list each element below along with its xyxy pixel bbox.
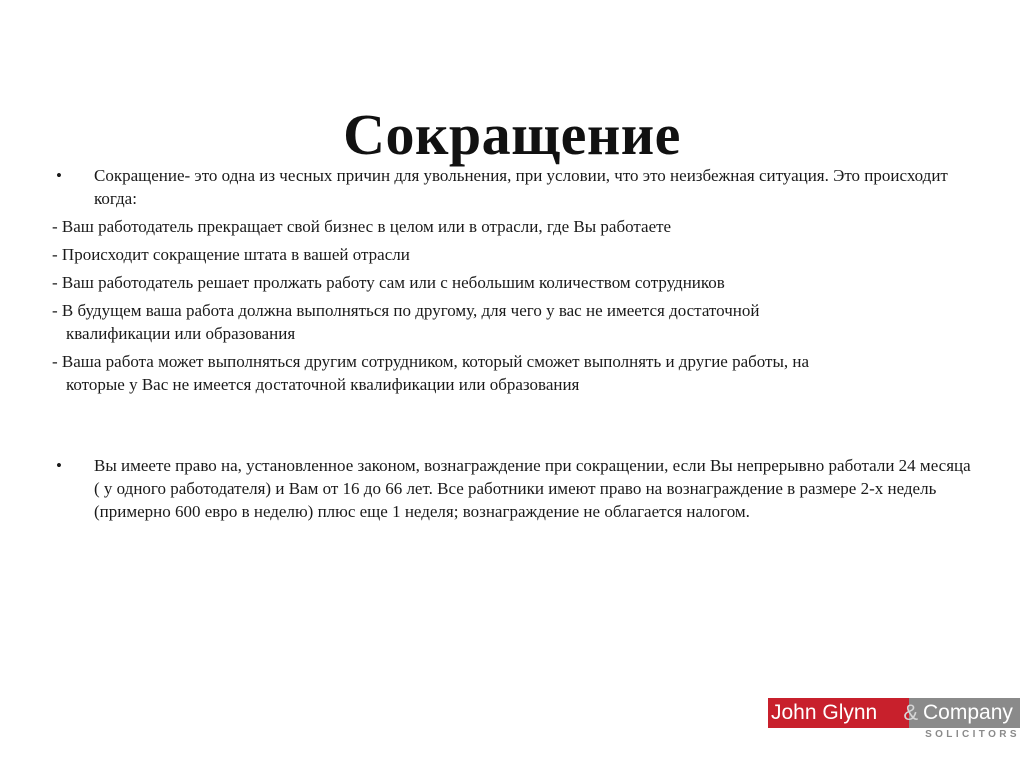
intro-bullet xyxy=(52,164,972,210)
reason-text-continued: которые у Вас не имеется достаточной квалификации или образования xyxy=(66,375,580,394)
page-title: Сокращение xyxy=(343,101,681,167)
reason-text: - Происходит сокращение штата в вашей отрасли xyxy=(52,245,410,264)
logo-name-left: John Glynn xyxy=(771,701,878,724)
logo-name-right: Company xyxy=(923,701,1013,724)
bullet-icon: • xyxy=(56,456,62,475)
reason-item xyxy=(52,299,972,345)
logo-red-block xyxy=(768,698,918,728)
spacer xyxy=(52,401,972,454)
intro-text: Сокращение- это одна из чесных причин для увольнения, при условии, что это неизбежная ситуация. Это происходит когда: xyxy=(94,166,948,208)
reason-item xyxy=(52,271,972,294)
rights-text: Вы имеете право на, установленное законом, вознаграждение при сокращении, если Вы непрерывно работали 24 месяца ( у одного работодателя) и Вам от 16 до 66 лет. Все работники имеют право на вознаграждение в размере 2-х недель (примерно 600 евро в неделю) плюс еще 1 неделя; вознаграждение не облагается налогом. xyxy=(94,456,971,521)
reason-item xyxy=(52,350,972,396)
logo-subtitle-row xyxy=(768,728,1020,742)
logo-spacer xyxy=(768,728,909,742)
bullet-icon: • xyxy=(56,166,62,185)
reason-item xyxy=(52,215,972,238)
reason-text: - В будущем ваша работа должна выполняться по другому, для чего у вас не имеется достаточной xyxy=(52,301,760,320)
reason-item xyxy=(52,243,972,266)
logo-grey-block xyxy=(909,698,1020,728)
logo-subtitle: SOLICITORS xyxy=(925,729,1020,740)
reason-text: - Ваша работа может выполняться другим сотрудником, который сможет выполнять и другие работы, на xyxy=(52,352,810,371)
reason-text: - Ваш работодатель решает пролжать работу сам или с небольшим количеством сотрудников xyxy=(52,273,725,292)
logo-wordmark xyxy=(768,698,1020,728)
slide-content xyxy=(52,164,972,528)
logo-ampersand: & xyxy=(903,700,918,725)
rights-bullet xyxy=(52,454,972,523)
company-logo xyxy=(768,698,1020,744)
reason-text-continued: квалификации или образования xyxy=(66,324,296,343)
reason-text: - Ваш работодатель прекращает свой бизнес в целом или в отрасли, где Вы работаете xyxy=(52,217,672,236)
